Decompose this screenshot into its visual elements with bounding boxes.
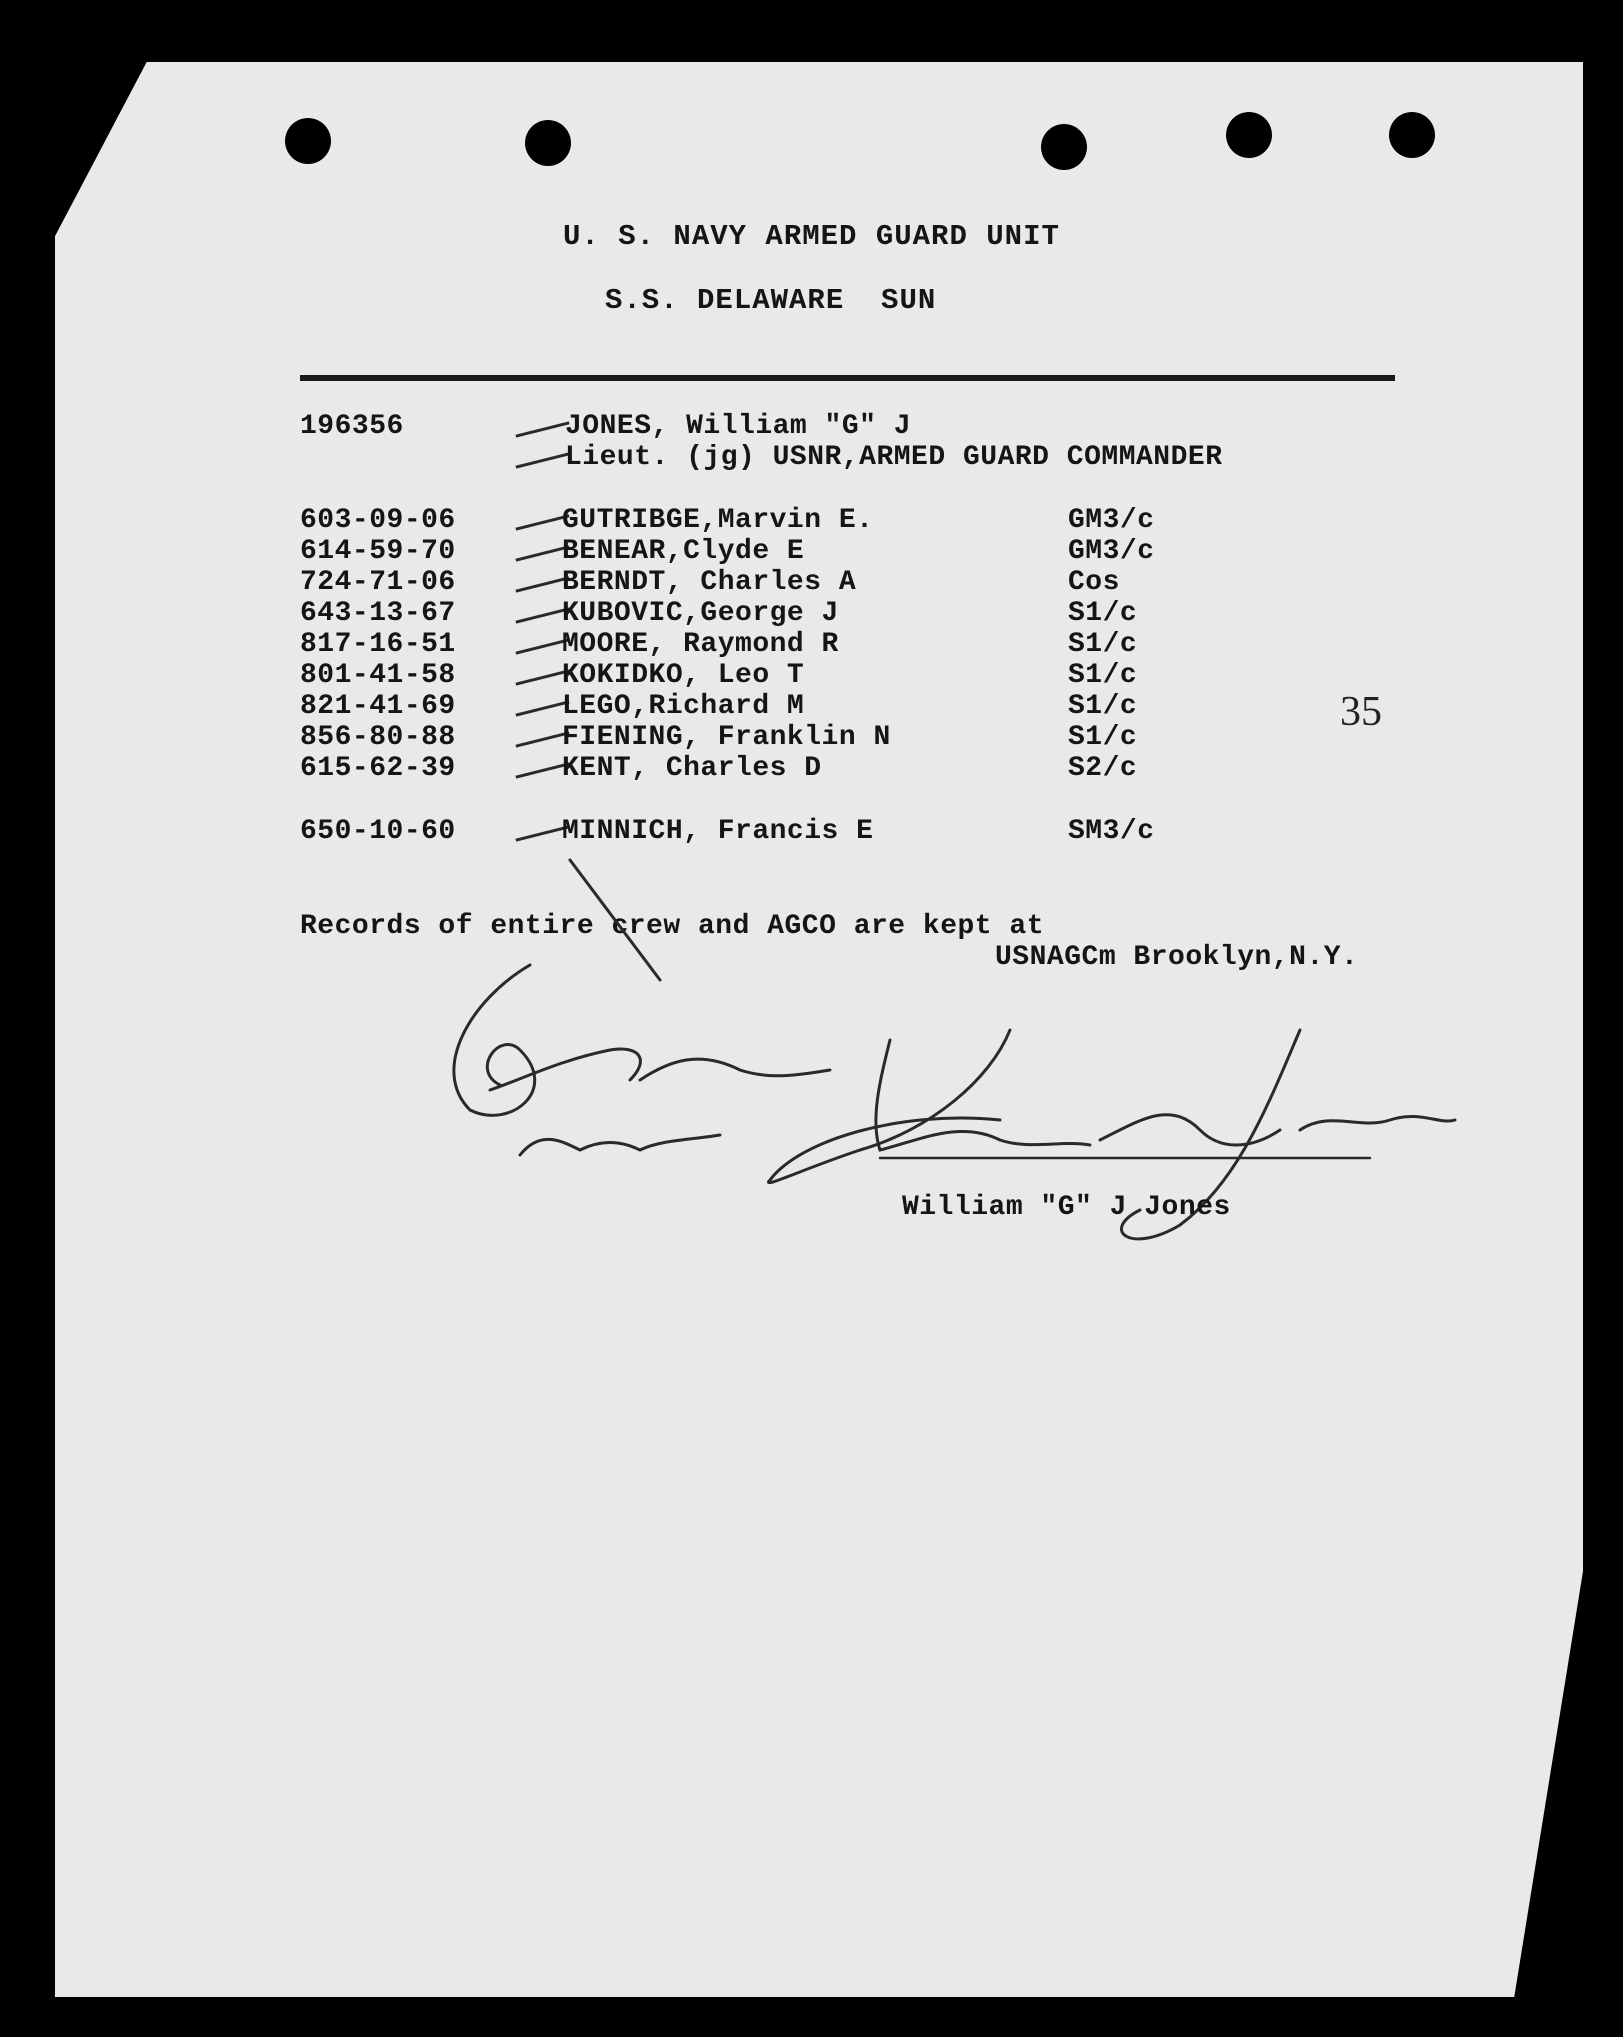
crew-name: KENT, Charles D bbox=[562, 753, 822, 784]
crew-name: BENEAR,Clyde E bbox=[562, 536, 805, 567]
commander-rank: Lieut. (jg) USNR,ARMED GUARD COMMANDER bbox=[565, 442, 1223, 473]
crew-name: MOORE, Raymond R bbox=[562, 629, 839, 660]
crew-row bbox=[0, 755, 1623, 785]
punch-hole bbox=[1226, 112, 1272, 158]
typed-signature-name: William "G" J Jones bbox=[902, 1192, 1231, 1223]
crew-number: 614-59-70 bbox=[300, 536, 456, 567]
crew-row bbox=[0, 538, 1623, 568]
crew-number: 643-13-67 bbox=[300, 598, 456, 629]
records-note-line1: Records of entire crew and AGCO are kept at bbox=[300, 911, 1045, 942]
commander-number: 196356 bbox=[300, 411, 404, 442]
header-rule bbox=[300, 375, 1395, 381]
crew-row bbox=[0, 507, 1623, 537]
punch-hole bbox=[1389, 112, 1435, 158]
crew-row bbox=[0, 631, 1623, 661]
punch-hole bbox=[525, 120, 571, 166]
crew-row bbox=[0, 600, 1623, 630]
crew-number: 615-62-39 bbox=[300, 753, 456, 784]
crew-number: 801-41-58 bbox=[300, 660, 456, 691]
crew-number: 817-16-51 bbox=[300, 629, 456, 660]
crew-rating: S1/c bbox=[1068, 722, 1138, 753]
document-page bbox=[55, 62, 1583, 1997]
crew-rating: SM3/c bbox=[1068, 816, 1155, 847]
crew-name: LEGO,Richard M bbox=[562, 691, 805, 722]
crew-name: BERNDT, Charles A bbox=[562, 567, 857, 598]
records-note-line2: USNAGCm Brooklyn,N.Y. bbox=[995, 942, 1359, 973]
crew-rating: GM3/c bbox=[1068, 505, 1155, 536]
crew-rating: S1/c bbox=[1068, 629, 1138, 660]
crew-number: 603-09-06 bbox=[300, 505, 456, 536]
page-number: 35 bbox=[1340, 689, 1382, 735]
crew-rating: S1/c bbox=[1068, 660, 1138, 691]
crew-rating: GM3/c bbox=[1068, 536, 1155, 567]
crew-name: KOKIDKO, Leo T bbox=[562, 660, 805, 691]
crew-rating: S1/c bbox=[1068, 691, 1138, 722]
crew-row bbox=[0, 818, 1623, 848]
crew-number: 724-71-06 bbox=[300, 567, 456, 598]
crew-name: KUBOVIC,George J bbox=[562, 598, 839, 629]
crew-rating: Cos bbox=[1068, 567, 1120, 598]
crew-row bbox=[0, 569, 1623, 599]
crew-name: FIENING, Franklin N bbox=[562, 722, 891, 753]
crew-rating: S1/c bbox=[1068, 598, 1138, 629]
crew-name: GUTRIBGE,Marvin E. bbox=[562, 505, 874, 536]
crew-name: MINNICH, Francis E bbox=[562, 816, 874, 847]
crew-number: 821-41-69 bbox=[300, 691, 456, 722]
unit-heading: U. S. NAVY ARMED GUARD UNIT bbox=[563, 220, 1060, 253]
ship-heading: S.S. DELAWARE SUN bbox=[605, 284, 937, 317]
crew-number: 650-10-60 bbox=[300, 816, 456, 847]
punch-hole bbox=[285, 118, 331, 164]
crew-rating: S2/c bbox=[1068, 753, 1138, 784]
commander-name: JONES, William "G" J bbox=[565, 411, 912, 442]
crew-number: 856-80-88 bbox=[300, 722, 456, 753]
punch-hole bbox=[1041, 124, 1087, 170]
